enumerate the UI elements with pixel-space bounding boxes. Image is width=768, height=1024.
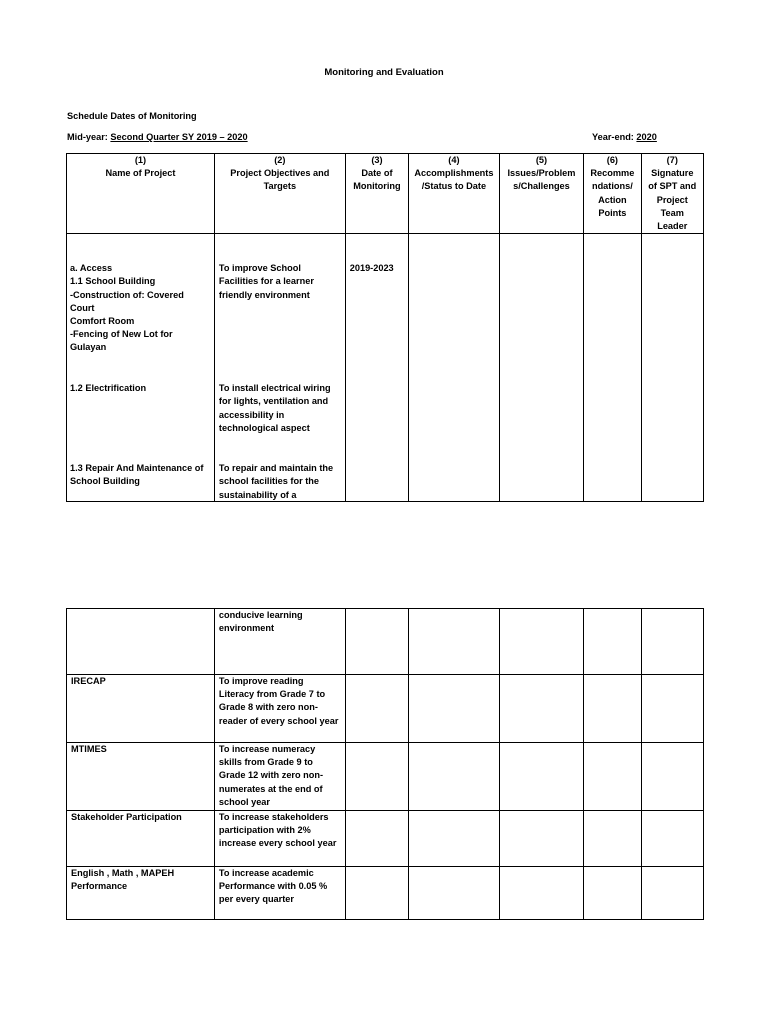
table-row: [67, 675, 704, 743]
date-cell: [345, 234, 408, 502]
objective-cell: conducive learning environment: [214, 609, 345, 675]
mid-year-label: Mid-year:: [67, 132, 111, 142]
objective-text: To repair and maintain the school facilities for the sustainability of a: [218, 463, 334, 500]
project-name: [70, 262, 210, 354]
header-label: Signature of SPT and Project Team Leader: [648, 168, 697, 232]
header-cell: [584, 154, 641, 234]
issues-cell: [499, 811, 584, 867]
accomplishments-cell: [409, 867, 500, 920]
signature-cell: [641, 743, 703, 811]
objective-cell: To increase stakeholders participation with 2% increase every school year: [214, 811, 345, 867]
signature-cell: [641, 234, 703, 502]
header-row: [67, 154, 704, 234]
mid-year-line: [67, 131, 248, 144]
header-num: (7): [666, 155, 678, 165]
project-line: 1.1 School Building: [70, 276, 156, 287]
date-cell: [345, 609, 408, 675]
recommendations-cell: [584, 867, 641, 920]
issues-cell: [499, 743, 584, 811]
mid-year-value: Second Quarter SY 2019 – 2020: [110, 132, 248, 142]
recommendations-cell: [584, 743, 641, 811]
header-cell: [641, 154, 703, 234]
objective-cell: To increase academic Performance with 0.05 % per every quarter: [214, 867, 345, 920]
project-cell: English , Math , MAPEH Performance: [67, 867, 215, 920]
recommendations-cell: [584, 811, 641, 867]
accomplishments-cell: [409, 743, 500, 811]
header-num: (3): [371, 155, 383, 165]
header-cell: [214, 154, 345, 234]
issues-cell: [499, 675, 584, 743]
recommendations-cell: [584, 234, 641, 502]
table-row: [67, 743, 704, 811]
signature-cell: [641, 609, 703, 675]
header-num: (6): [606, 155, 618, 165]
project-cell: Stakeholder Participation: [67, 811, 215, 867]
header-label: Project Objectives and Targets: [230, 168, 330, 192]
objective-cell: To increase numeracy skills from Grade 9 to Grade 12 with zero non-numerates at the end of school year: [214, 743, 345, 811]
accomplishments-cell: [409, 609, 500, 675]
project-cell: MTIMES: [67, 743, 215, 811]
signature-cell: [641, 811, 703, 867]
accomplishments-cell: [409, 811, 500, 867]
header-num: (5): [535, 155, 548, 165]
objective-cell: To improve reading Literacy from Grade 7 to Grade 8 with zero non-reader of every school year: [214, 675, 345, 743]
signature-cell: [641, 675, 703, 743]
project-line: -Fencing of New Lot for Gulayan: [70, 329, 173, 353]
project-line: Comfort Room: [70, 316, 135, 327]
objective-text: To install electrical wiring for lights, ventilation and accessibility in technological aspect: [218, 383, 331, 433]
date-cell: [345, 675, 408, 743]
page-title: Monitoring and Evaluation: [324, 67, 444, 78]
issues-cell: [499, 867, 584, 920]
project-cell: [67, 234, 215, 502]
year-end-label: Year-end:: [592, 132, 637, 142]
date-cell: [345, 811, 408, 867]
header-label: Issues/Problem s/Challenges: [507, 168, 576, 192]
date-value: 2019-2023: [349, 263, 394, 274]
header-label: Accomplishments /Status to Date: [414, 168, 494, 192]
issues-cell: [499, 609, 584, 675]
monitoring-table-page-1: [66, 153, 704, 502]
project-cell: [67, 609, 215, 675]
header-label: Name of Project: [105, 168, 176, 179]
header-cell: [409, 154, 500, 234]
recommendations-cell: [584, 675, 641, 743]
year-end-line: [592, 131, 657, 144]
project-line: 1.2 Electrification: [70, 383, 147, 394]
header-num: (4): [448, 155, 460, 165]
project-name: [70, 462, 210, 488]
project-line: -Construction of: Covered Court: [70, 289, 184, 313]
table-row: [67, 811, 704, 867]
date-cell: [345, 743, 408, 811]
monitoring-table-page-2: [66, 608, 704, 920]
header-num: (2): [274, 155, 286, 165]
table-row: [67, 234, 704, 502]
objective-text: To improve School Facilities for a learner friendly environment: [218, 263, 314, 300]
recommendations-cell: [584, 609, 641, 675]
project-cell: IRECAP: [67, 675, 215, 743]
issues-cell: [499, 234, 584, 502]
accomplishments-cell: [409, 675, 500, 743]
header-label: Recomme ndations/ Action Points: [590, 168, 635, 218]
header-label: Date of Monitoring: [353, 168, 401, 192]
date-cell: [345, 867, 408, 920]
project-name: [70, 382, 210, 395]
schedule-label: Schedule Dates of Monitoring: [67, 111, 197, 121]
signature-cell: [641, 867, 703, 920]
header-cell: [499, 154, 584, 234]
header-cell: [345, 154, 408, 234]
header-cell: [67, 154, 215, 234]
accomplishments-cell: [409, 234, 500, 502]
table-row: [67, 609, 704, 675]
table-row: [67, 867, 704, 920]
project-line: a. Access: [70, 263, 113, 274]
header-num: (1): [134, 155, 147, 165]
project-line: 1.3 Repair And Maintenance of School Building: [70, 463, 204, 487]
objective-cell: [214, 234, 345, 502]
year-end-value: 2020: [636, 132, 657, 142]
